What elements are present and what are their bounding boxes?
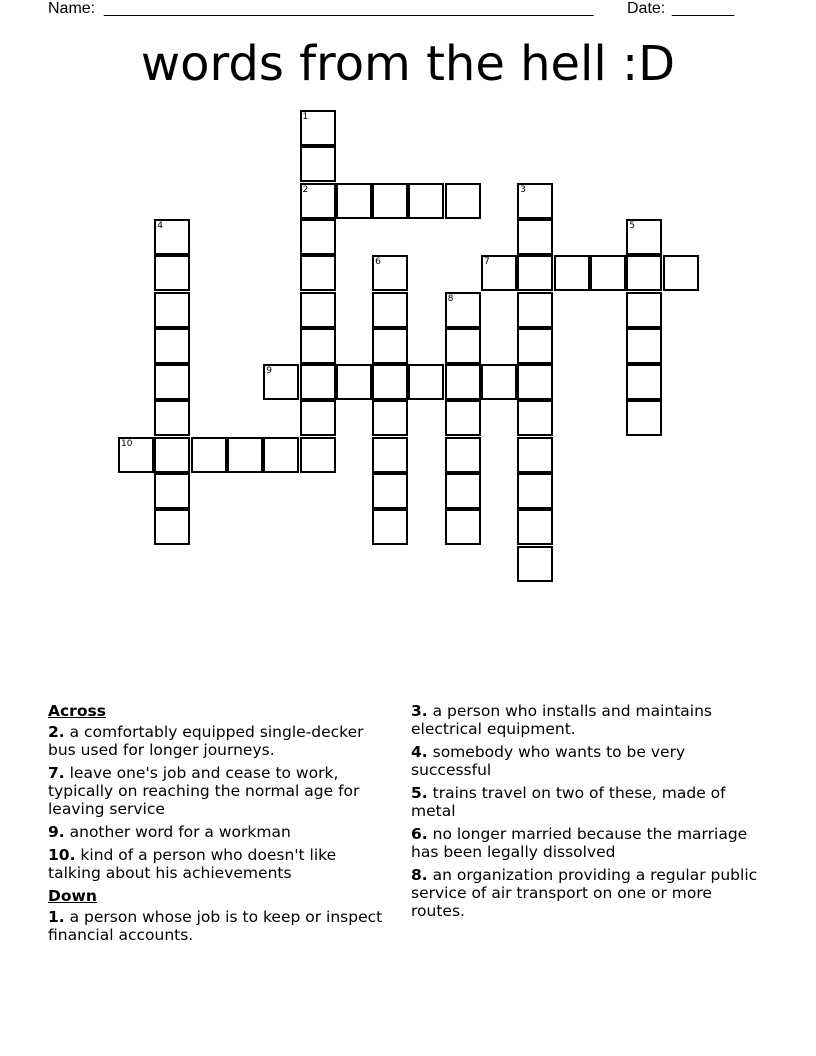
grid-cell[interactable] (372, 509, 408, 545)
grid-cell[interactable] (517, 437, 553, 473)
clues-column-left (48, 702, 393, 949)
grid-cell[interactable] (481, 364, 517, 400)
grid-cell[interactable] (408, 364, 444, 400)
grid-cell[interactable] (300, 292, 336, 328)
clue-text: a person whose job is to keep or inspect financial accounts. (48, 908, 383, 944)
grid-cell[interactable] (517, 473, 553, 509)
grid-cell[interactable] (336, 364, 372, 400)
clue-text: a person who installs and maintains electrical equipment. (411, 702, 713, 738)
grid-cell[interactable] (517, 255, 553, 291)
grid-cell[interactable] (626, 255, 662, 291)
grid-cell[interactable] (626, 364, 662, 400)
clue-down-6 (411, 825, 766, 861)
grid-cell[interactable] (372, 328, 408, 364)
grid-cell[interactable] (263, 364, 299, 400)
clue-number: 5. (411, 784, 428, 802)
clue-number: 8. (411, 866, 428, 884)
grid-cell[interactable] (300, 400, 336, 436)
grid-cell[interactable] (300, 364, 336, 400)
clue-across-7 (48, 764, 393, 818)
clue-across-10 (48, 846, 393, 882)
grid-cell[interactable] (118, 437, 154, 473)
clue-number: 3. (411, 702, 428, 720)
clue-down-3 (411, 702, 766, 738)
grid-cell[interactable] (517, 183, 553, 219)
clue-number: 2. (48, 723, 65, 741)
grid-cell[interactable] (300, 110, 336, 146)
name-label: Name: (48, 0, 96, 17)
date-field[interactable]: _______ (672, 0, 735, 17)
grid-cell[interactable] (626, 400, 662, 436)
grid-cell[interactable] (227, 437, 263, 473)
clue-across-9 (48, 823, 393, 841)
grid-cell[interactable] (517, 219, 553, 255)
grid-cell[interactable] (481, 255, 517, 291)
cell-clue-number: 6 (375, 257, 381, 268)
clue-text: no longer married because the marriage has been legally dissolved (411, 825, 748, 861)
grid-cell[interactable] (154, 509, 190, 545)
cell-clue-number: 3 (520, 184, 527, 195)
clue-text: kind of a person who doesn't like talking about his achievements (48, 846, 337, 882)
date-label: Date: (627, 0, 666, 17)
grid-cell[interactable] (372, 473, 408, 509)
grid-cell[interactable] (626, 328, 662, 364)
grid-cell[interactable] (154, 473, 190, 509)
grid-cell[interactable] (263, 437, 299, 473)
clue-number: 4. (411, 743, 428, 761)
cell-clue-number: 7 (484, 257, 490, 268)
grid-cell[interactable] (154, 255, 190, 291)
clue-number: 7. (48, 764, 65, 782)
grid-cell[interactable] (336, 183, 372, 219)
clue-text: trains travel on two of these, made of metal (411, 784, 726, 820)
name-field[interactable]: _______________________________________________________ (104, 0, 594, 17)
clue-text: somebody who wants to be very successful (411, 743, 686, 779)
cell-clue-number: 2 (302, 184, 309, 195)
clue-text: leave one's job and cease to work, typically on reaching the normal age for leaving service (48, 764, 360, 818)
clue-number: 6. (411, 825, 428, 843)
grid-cell[interactable] (517, 509, 553, 545)
grid-cell[interactable] (300, 437, 336, 473)
grid-cell[interactable] (626, 292, 662, 328)
page-title: words from the hell :D (140, 36, 676, 92)
grid-cell[interactable] (154, 437, 190, 473)
grid-cell[interactable] (517, 364, 553, 400)
clues-column-right (411, 702, 766, 925)
clue-down-1 (48, 908, 393, 944)
grid-cell[interactable] (372, 364, 408, 400)
grid-cell[interactable] (372, 437, 408, 473)
clue-down-8 (411, 866, 766, 920)
clue-down-4 (411, 743, 766, 779)
grid-cell[interactable] (445, 509, 481, 545)
grid-cell[interactable] (154, 219, 190, 255)
clue-down-5 (411, 784, 766, 820)
grid-cell[interactable] (300, 183, 336, 219)
grid-cell[interactable] (300, 255, 336, 291)
grid-cell[interactable] (445, 400, 481, 436)
grid-cell[interactable] (517, 292, 553, 328)
grid-cell[interactable] (154, 400, 190, 436)
cell-clue-number: 10 (121, 438, 133, 449)
clue-text: another word for a workman (69, 823, 291, 841)
grid-cell[interactable] (445, 473, 481, 509)
cell-clue-number: 9 (266, 366, 272, 377)
grid-cell[interactable] (517, 400, 553, 436)
grid-cell[interactable] (517, 328, 553, 364)
grid-cell[interactable] (300, 328, 336, 364)
grid-cell[interactable] (191, 437, 227, 473)
grid-cell[interactable] (554, 255, 590, 291)
cell-clue-number: 8 (447, 293, 454, 304)
clue-number: 9. (48, 823, 65, 841)
clue-number: 1. (48, 908, 65, 926)
down-heading: Down (48, 887, 97, 905)
grid-cell[interactable] (445, 328, 481, 364)
grid-cell[interactable] (154, 328, 190, 364)
clue-text: an organization providing a regular public service of air transport on one or more routes. (411, 866, 758, 920)
grid-cell[interactable] (445, 292, 481, 328)
grid-cell[interactable] (663, 255, 699, 291)
across-heading: Across (48, 702, 106, 720)
grid-cell[interactable] (300, 146, 336, 182)
grid-cell[interactable] (626, 219, 662, 255)
grid-cell[interactable] (372, 400, 408, 436)
grid-cell[interactable] (154, 292, 190, 328)
grid-cell[interactable] (408, 183, 444, 219)
grid-cell[interactable] (300, 219, 336, 255)
grid-cell[interactable] (445, 437, 481, 473)
clue-number: 10. (48, 846, 76, 864)
grid-cell[interactable] (517, 546, 553, 582)
grid-cell[interactable] (154, 364, 190, 400)
grid-cell[interactable] (445, 364, 481, 400)
grid-cell[interactable] (372, 292, 408, 328)
cell-clue-number: 5 (629, 220, 635, 231)
cell-clue-number: 1 (302, 112, 309, 122)
grid-cell[interactable] (590, 255, 626, 291)
grid-cell[interactable] (372, 183, 408, 219)
clue-across-2 (48, 723, 393, 759)
clue-text: a comfortably equipped single-decker bus used for longer journeys. (48, 723, 364, 759)
cell-clue-number: 4 (157, 220, 164, 231)
grid-cell[interactable] (445, 183, 481, 219)
grid-cell[interactable] (372, 255, 408, 291)
